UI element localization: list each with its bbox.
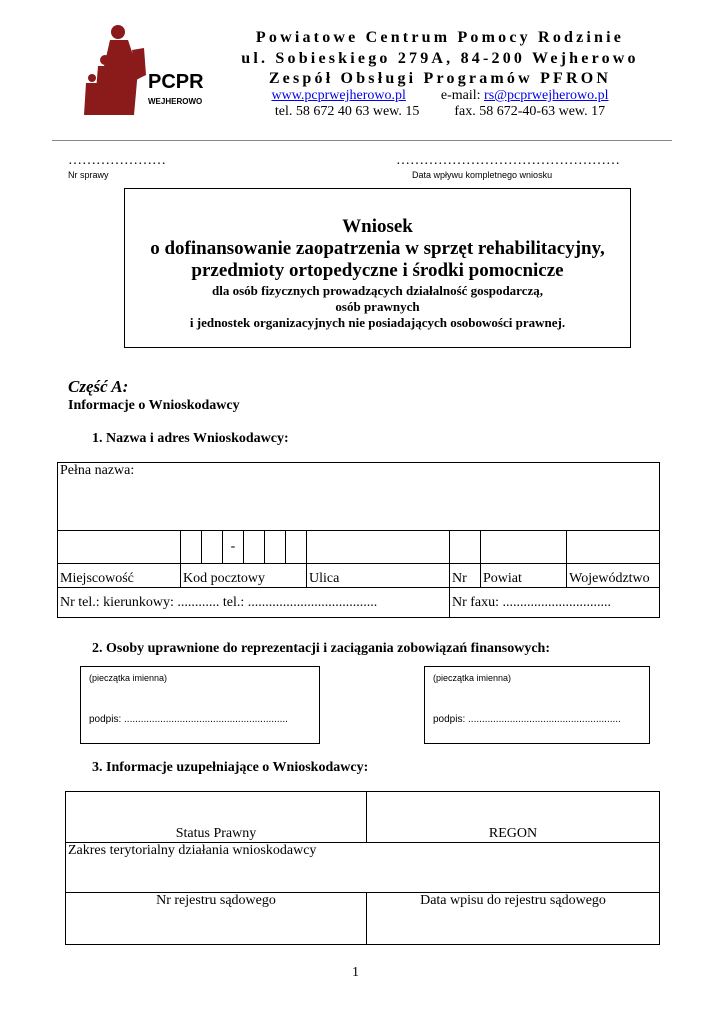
- street-label: Ulica: [307, 564, 450, 588]
- full-name-label: Pełna nazwa:: [60, 463, 135, 478]
- date-label: Data wpływu kompletnego wniosku: [412, 170, 553, 180]
- regon-label: REGON: [488, 826, 538, 841]
- case-no-field[interactable]: …………………: [68, 153, 166, 168]
- signature-line-right: podpis: .......................................................: [433, 714, 621, 725]
- regon-cell[interactable]: [367, 792, 660, 843]
- voivodeship-label: Województwo: [567, 564, 660, 588]
- city-input[interactable]: [58, 531, 181, 564]
- org-address: ul. Sobieskiego 279A, 84-200 Wejherowo: [241, 50, 639, 67]
- postal-digit-box[interactable]: [181, 531, 202, 564]
- number-input[interactable]: [450, 531, 481, 564]
- full-name-cell[interactable]: [58, 463, 660, 531]
- title-box: [124, 188, 631, 348]
- street-input[interactable]: [307, 531, 450, 564]
- section2-title: 2. Osoby uprawnione do reprezentacji i zaciągania zobowiązań finansowych:: [92, 641, 550, 656]
- city-label: Miejscowość: [58, 564, 181, 588]
- title-line1: Wniosek: [342, 216, 413, 237]
- supplementary-info-table: [65, 791, 660, 945]
- date-field[interactable]: …………………………………………: [396, 153, 620, 168]
- legal-status-cell[interactable]: [66, 792, 367, 843]
- stamp-label: (pieczątka imienna): [433, 673, 512, 683]
- stamp-box-right[interactable]: [424, 666, 650, 744]
- district-input[interactable]: [481, 531, 567, 564]
- stamp-box-left[interactable]: [80, 666, 320, 744]
- court-register-label: Nr rejestru sądowego: [156, 893, 276, 908]
- district-label: Powiat: [481, 564, 567, 588]
- phone-field[interactable]: Nr tel.: kierunkowy: ............ tel.: .....................................: [58, 588, 450, 618]
- part-a-heading: Część A:: [68, 377, 129, 396]
- pcpr-logo: [78, 20, 208, 125]
- title-sub1: dla osób fizycznych prowadzących działalność gospodarczą,: [211, 283, 544, 298]
- postal-digit-box[interactable]: [265, 531, 286, 564]
- postal-code-label: Kod pocztowy: [181, 564, 307, 588]
- title-sub2: osób prawnych: [335, 299, 420, 314]
- voivodeship-input[interactable]: [567, 531, 660, 564]
- email-link[interactable]: rs@pcprwejherowo.pl: [484, 88, 609, 103]
- email-label: e-mail:: [440, 88, 481, 103]
- org-team: Zespół Obsługi Programów PFRON: [268, 70, 612, 87]
- territorial-label: Zakres terytorialny działania wnioskodawcy: [68, 843, 317, 858]
- logo-text: PCPR: [148, 71, 204, 93]
- stamp-label: (pieczątka imienna): [89, 673, 168, 683]
- postal-digit-box[interactable]: [202, 531, 223, 564]
- contact-block: [215, 88, 665, 120]
- fax-field[interactable]: Nr faxu: ...............................: [450, 588, 660, 618]
- postal-digit-box[interactable]: [286, 531, 307, 564]
- number-label: Nr: [450, 564, 481, 588]
- territorial-cell[interactable]: [66, 843, 660, 893]
- section1-title: 1. Nazwa i adres Wnioskodawcy:: [92, 431, 289, 446]
- postal-digit-box[interactable]: [244, 531, 265, 564]
- signature-line-left: podpis: ...........................................................: [89, 714, 288, 725]
- legal-status-label: Status Prawny: [175, 826, 257, 841]
- website-link[interactable]: www.pcprwejherowo.pl: [271, 88, 406, 103]
- court-register-cell[interactable]: [66, 893, 367, 945]
- header-divider: [52, 140, 672, 141]
- case-no-label: Nr sprawy: [68, 170, 109, 180]
- title-line2: o dofinansowanie zaopatrzenia w sprzęt rehabilitacyjny,: [150, 238, 605, 259]
- court-date-cell[interactable]: [367, 893, 660, 945]
- section3-title: 3. Informacje uzupełniające o Wnioskodawcy:: [92, 760, 369, 775]
- org-name: Powiatowe Centrum Pomocy Rodzinie: [255, 29, 625, 46]
- postal-dash: -: [223, 531, 244, 564]
- logo-subtext: WEJHEROWO: [148, 97, 203, 106]
- court-date-label: Data wpisu do rejestru sądowego: [420, 893, 606, 908]
- page-number: 1: [352, 965, 359, 980]
- part-a-subheading: Informacje o Wnioskodawcy: [68, 398, 240, 413]
- title-sub3: i jednostek organizacyjnych nie posiadających osobowości prawnej.: [189, 315, 566, 330]
- applicant-address-table: [57, 462, 660, 618]
- title-line3: przedmioty ortopedyczne i środki pomocnicze: [191, 260, 564, 281]
- fax: fax. 58 672-40-63 wew. 17: [454, 104, 606, 119]
- phone: tel. 58 672 40 63 wew. 15: [274, 104, 420, 119]
